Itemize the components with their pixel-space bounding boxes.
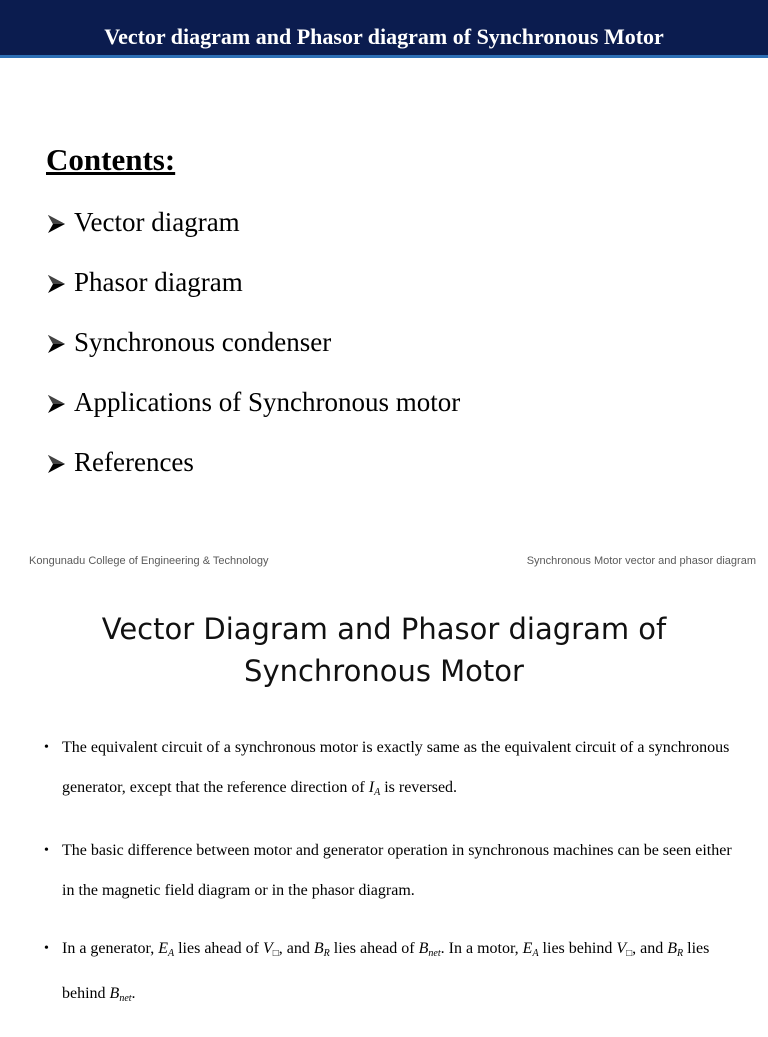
paragraph-text: , and <box>632 940 668 957</box>
arrow-bullet-icon <box>46 265 68 299</box>
paragraph-text: lies ahead of <box>174 940 263 957</box>
math-sub: R <box>323 948 330 959</box>
math-var: I <box>368 779 375 796</box>
list-item-label: Synchronous condenser <box>74 327 332 357</box>
slide-title-line: Vector Diagram and Phasor diagram of <box>101 612 667 646</box>
paragraph-text: lies behind <box>538 940 617 957</box>
list-item <box>46 325 460 385</box>
bullet-paragraph <box>44 929 744 1019</box>
math-var: B <box>667 940 678 957</box>
list-item <box>46 385 460 445</box>
math-var: B <box>313 940 324 957</box>
footer-institution: Kongunadu College of Engineering & Technology <box>29 555 269 567</box>
list-item <box>46 265 460 325</box>
contents-heading: Contents: <box>46 142 176 177</box>
paragraph-text: lies ahead of <box>329 940 419 957</box>
contents-list <box>46 205 460 505</box>
math-var: V <box>262 940 273 957</box>
math-var: V <box>616 940 627 957</box>
slide-title-line: Synchronous Motor <box>244 654 524 688</box>
math-sub: □ <box>272 948 279 959</box>
arrow-bullet-icon <box>46 385 68 419</box>
math-var: E <box>158 940 168 957</box>
bullet-dot-icon: • <box>44 740 49 755</box>
list-item <box>46 205 460 265</box>
bullet-dot-icon: • <box>44 843 49 858</box>
paragraph-text: , and <box>278 940 314 957</box>
slide-bullets <box>44 728 744 1037</box>
math-sub: A <box>532 948 539 959</box>
paragraph-text: is reversed. <box>380 779 458 796</box>
bullet-paragraph <box>44 831 744 911</box>
list-item-label: References <box>74 447 194 477</box>
bullet-dot-icon: • <box>44 941 49 956</box>
document-title: Vector diagram and Phasor diagram of Synchronous Motor <box>104 24 664 49</box>
paragraph-text: lies behind <box>62 940 710 1002</box>
math-var: B <box>418 940 429 957</box>
list-item <box>46 445 460 505</box>
math-sub: □ <box>626 948 633 959</box>
footer-topic: Synchronous Motor vector and phasor diagram <box>526 555 756 567</box>
slide-title <box>0 608 768 692</box>
paragraph-text: . <box>131 985 136 1002</box>
arrow-bullet-icon <box>46 325 68 359</box>
paragraph-text: The equivalent circuit of a synchronous motor is exactly same as the equivalent circuit of a synchronous generator, except that the reference direction of <box>62 739 730 796</box>
math-sub: net <box>119 993 132 1004</box>
list-item-label: Applications of Synchronous motor <box>74 387 461 417</box>
math-sub: A <box>374 787 381 798</box>
paragraph-text: . In a motor, <box>440 940 523 957</box>
math-sub: net <box>428 948 441 959</box>
arrow-bullet-icon <box>46 205 68 239</box>
list-item-label: Phasor diagram <box>74 267 243 297</box>
arrow-bullet-icon <box>46 445 68 479</box>
math-sub: R <box>677 948 684 959</box>
math-var: B <box>109 985 120 1002</box>
bullet-paragraph <box>44 728 744 813</box>
title-bar <box>0 0 768 58</box>
paragraph-text: In a generator, <box>62 940 159 957</box>
paragraph-text: The basic difference between motor and generator operation in synchronous machines can be seen either in the magnetic field diagram or in the phasor diagram. <box>62 842 732 899</box>
list-item-label: Vector diagram <box>74 207 240 237</box>
math-var: E <box>522 940 533 957</box>
math-sub: A <box>167 948 175 959</box>
